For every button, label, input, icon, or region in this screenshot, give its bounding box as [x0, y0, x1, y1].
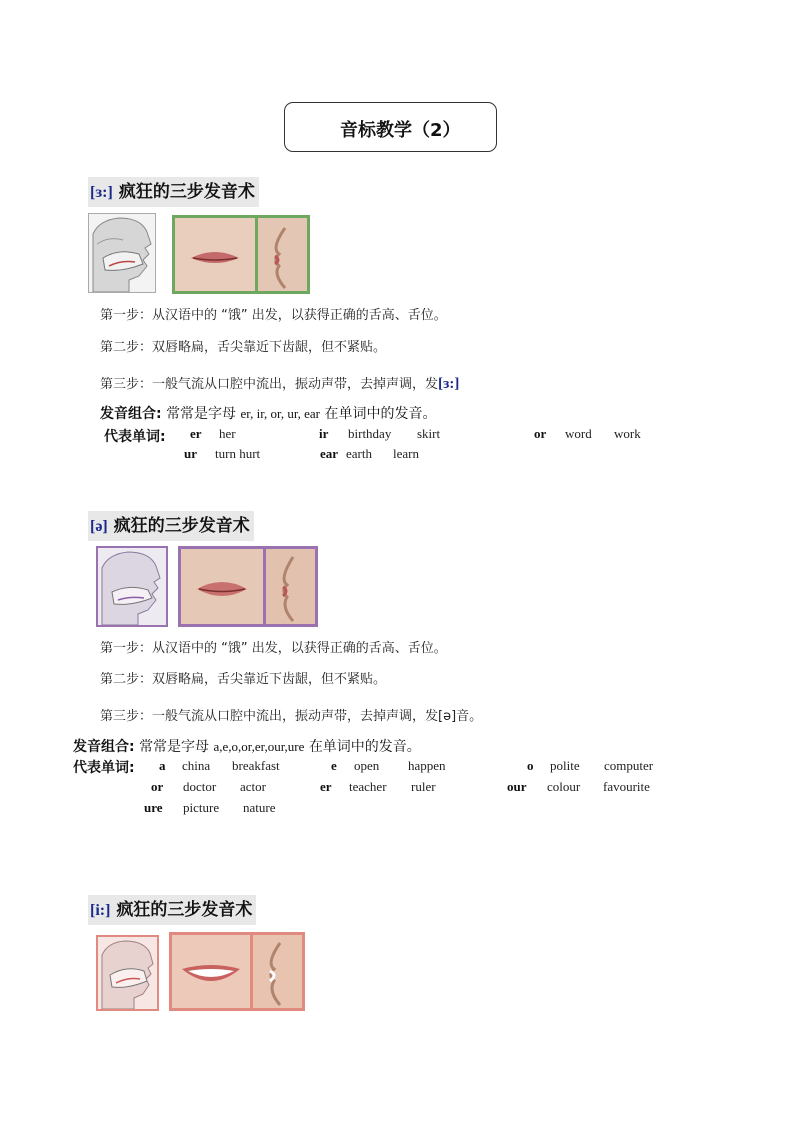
- word-key: er: [320, 779, 332, 794]
- word-key: or: [151, 779, 164, 794]
- combo-label: 发音组合:: [100, 406, 162, 422]
- step-2: 第二步：双唇略扁，舌尖靠近下齿龈，但不紧贴。: [100, 672, 387, 687]
- combo-text: 常常是字母: [166, 406, 237, 422]
- lips-photo-image: [172, 215, 310, 294]
- step-1: 第一步：从汉语中的 “饿” 出发，以获得正确的舌高、舌位。: [100, 308, 447, 323]
- combo-suffix: 在单词中的发音。: [308, 739, 421, 755]
- word-key: a: [159, 758, 166, 773]
- pronunciation-combo: [100, 403, 436, 423]
- example-word: actor: [240, 779, 266, 794]
- pronunciation-combo: [73, 736, 421, 756]
- example-word: ruler: [411, 779, 436, 794]
- step-3-symbol: [ɜ:]: [438, 376, 460, 392]
- step-1: 第一步：从汉语中的 “饿” 出发，以获得正确的舌高、舌位。: [100, 641, 447, 656]
- word-key: ure: [144, 800, 163, 815]
- example-word: turn hurt: [215, 446, 261, 461]
- example-word: word: [565, 426, 592, 441]
- example-word: learn: [393, 446, 419, 461]
- heading-text: 疯狂的三步发音术: [113, 516, 250, 536]
- step-2: 第二步：双唇略扁，舌尖靠近下齿龈，但不紧贴。: [100, 340, 387, 355]
- example-word: teacher: [349, 779, 387, 794]
- word-key: o: [527, 758, 534, 773]
- rep-words-label: 代表单词:: [73, 760, 135, 776]
- example-word: earth: [346, 446, 372, 461]
- lips-photo-image: [169, 932, 305, 1011]
- example-word: china: [182, 758, 211, 773]
- combo-letters: er, ir, or, ur, ear: [240, 406, 321, 421]
- combo-suffix: 在单词中的发音。: [324, 406, 437, 422]
- word-key: ur: [184, 446, 197, 461]
- word-key: or: [534, 426, 547, 441]
- section-heading-schwa: [88, 511, 254, 541]
- phonetic-symbol: [ə]: [90, 518, 108, 535]
- section-heading-er: [88, 177, 259, 207]
- mouth-diagram-image: [88, 213, 156, 293]
- word-key: er: [190, 426, 202, 441]
- example-word: colour: [547, 779, 581, 794]
- step-3: [100, 373, 459, 393]
- rep-words-label: 代表单词:: [104, 429, 166, 445]
- example-word: skirt: [417, 426, 441, 441]
- combo-label: 发音组合:: [73, 739, 135, 755]
- step-3-text: 第三步：一般气流从口腔中流出，振动声带，去掉声调，发: [100, 377, 439, 392]
- heading-text: 疯狂的三步发音术: [118, 182, 255, 202]
- example-word: nature: [243, 800, 276, 815]
- example-word: work: [614, 426, 641, 441]
- example-word: birthday: [348, 426, 392, 441]
- page-title: 音标教学（2）: [340, 120, 461, 141]
- example-word: computer: [604, 758, 654, 773]
- word-key: ir: [319, 426, 329, 441]
- combo-letters: a,e,o,or,er,our,ure: [213, 739, 305, 754]
- example-word: polite: [550, 758, 580, 773]
- example-word: happen: [408, 758, 446, 773]
- example-word: open: [354, 758, 380, 773]
- step-3: 第三步：一般气流从口腔中流出，振动声带，去掉声调，发[ə]音。: [100, 709, 483, 724]
- section-heading-ee: [88, 895, 256, 925]
- example-word: breakfast: [232, 758, 280, 773]
- word-key: ear: [320, 446, 339, 461]
- example-word: picture: [183, 800, 220, 815]
- mouth-diagram-image: [96, 546, 168, 627]
- example-word: doctor: [183, 779, 217, 794]
- combo-text: 常常是字母: [139, 739, 210, 755]
- lips-photo-image: [178, 546, 318, 627]
- heading-text: 疯狂的三步发音术: [116, 900, 253, 920]
- phonetic-symbol: [ɜ:]: [90, 184, 113, 201]
- word-key: e: [331, 758, 337, 773]
- example-word: favourite: [603, 779, 650, 794]
- word-key: our: [507, 779, 527, 794]
- phonetic-symbol: [i:]: [90, 902, 111, 919]
- example-word: her: [219, 426, 236, 441]
- mouth-diagram-image: [96, 935, 159, 1011]
